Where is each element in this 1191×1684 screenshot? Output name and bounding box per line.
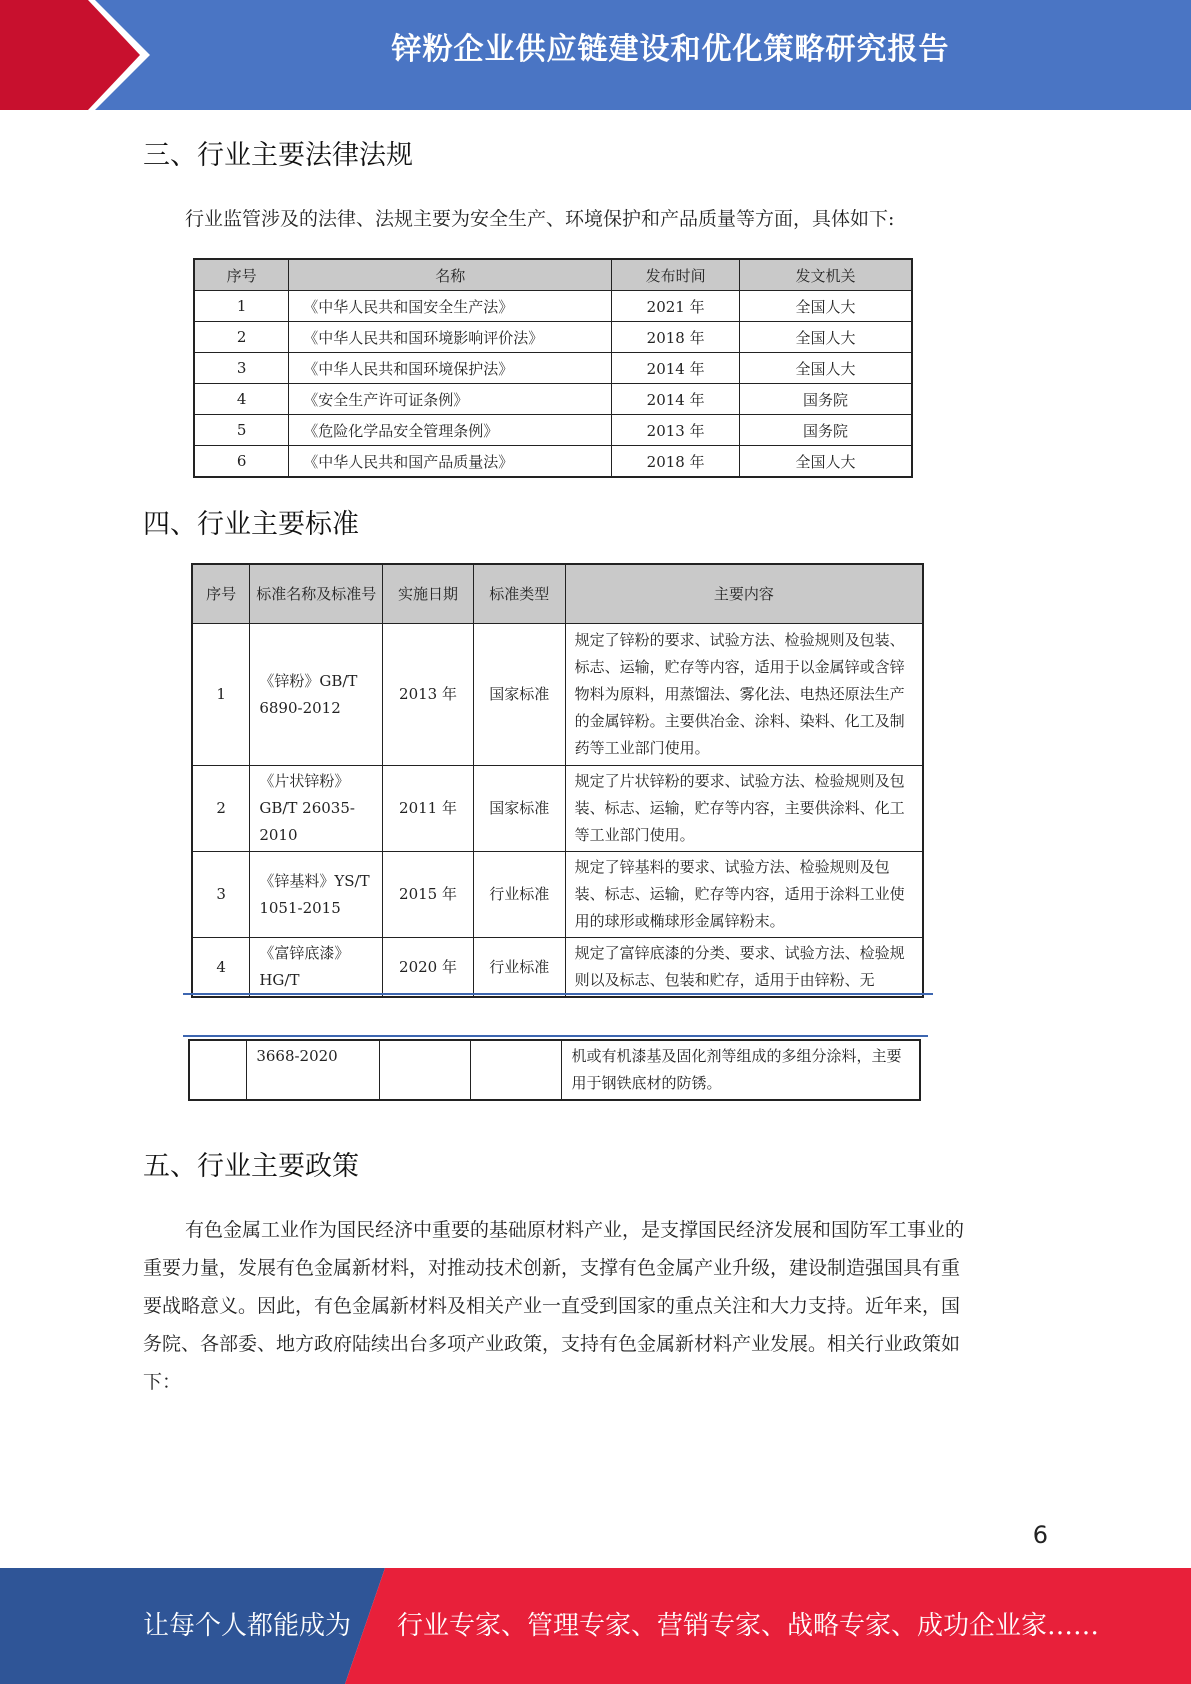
cell-name: 《危险化学品安全管理条例》 (289, 415, 612, 446)
header-cell: 标准类型 (473, 564, 565, 624)
cell-index: 2 (192, 766, 250, 852)
table-header-row (194, 259, 912, 291)
cell-index: 3 (192, 852, 250, 938)
cell-content: 规定了富锌底漆的分类、要求、试验方法、检验规则以及标志、包装和贮存，适用于由锌粉、无 (565, 938, 923, 998)
cell-standard: 3668-2020 (247, 1040, 380, 1100)
table-row (189, 1040, 920, 1100)
header-title: 锌粉企业供应链建设和优化策略研究报告 (391, 32, 950, 67)
cell-content: 规定了锌粉的要求、试验方法、检验规则及包装、标志、运输，贮存等内容，适用于以金属锌或含锌物料为原料，用蒸馏法、雾化法、电热还原法生产的金属锌粉。主要供冶金、涂料、染料、化工及制药等工业部门使用。 (565, 624, 923, 766)
cell-issuer: 全国人大 (740, 322, 913, 353)
cell-index: 2 (194, 322, 289, 353)
section-title-standards: 四、行业主要标准 (143, 509, 359, 540)
cell-issuer: 全国人大 (740, 353, 913, 384)
page-header (0, 0, 1191, 110)
cell-date: 2014 年 (612, 353, 740, 384)
cell-date: 2013 年 (383, 624, 474, 766)
table-row (194, 291, 912, 322)
cell-content: 规定了锌基料的要求、试验方法、检验规则及包装、标志、运输，贮存等内容，适用于涂料工业使用的球形或椭球形金属锌粉末。 (565, 852, 923, 938)
header-cell: 序号 (194, 259, 289, 291)
cell-standard: 《片状锌粉》GB/T 26035-2010 (250, 766, 383, 852)
laws-table (193, 258, 913, 478)
table-header-row (192, 564, 923, 624)
cell-issuer: 全国人大 (740, 291, 913, 322)
page-break-line (183, 1035, 928, 1037)
page-break-line (183, 993, 933, 995)
header-arrow-shape (0, 0, 160, 110)
cell-date: 2014 年 (612, 384, 740, 415)
cell-index: 4 (192, 938, 250, 998)
table-row (194, 384, 912, 415)
table-row (194, 353, 912, 384)
policy-line: 下： (143, 1371, 182, 1393)
cell-index: 4 (194, 384, 289, 415)
table-row (194, 322, 912, 353)
cell-type: 国家标准 (473, 766, 565, 852)
cell-index: 5 (194, 415, 289, 446)
table-row (192, 766, 923, 852)
cell-standard: 《富锌底漆》HG/T (250, 938, 383, 998)
cell-date: 2015 年 (383, 852, 474, 938)
header-cell: 标准名称及标准号 (250, 564, 383, 624)
table-row (192, 624, 923, 766)
cell-name: 《中华人民共和国安全生产法》 (289, 291, 612, 322)
cell-issuer: 全国人大 (740, 446, 913, 478)
cell-name: 《中华人民共和国环境保护法》 (289, 353, 612, 384)
section-title-laws: 三、行业主要法律法规 (143, 140, 413, 171)
page-number: 6 (1032, 1521, 1048, 1549)
standards-table (191, 563, 924, 998)
standards-table-continued (188, 1039, 921, 1101)
cell-issuer: 国务院 (740, 415, 913, 446)
cell-date: 2011 年 (383, 766, 474, 852)
policy-line: 有色金属工业作为国民经济中重要的基础原材料产业，是支撑国民经济发展和国防军工事业的 (185, 1219, 965, 1241)
table-row (194, 415, 912, 446)
cell-date (380, 1040, 471, 1100)
policy-line: 要战略意义。因此，有色金属新材料及相关产业一直受到国家的重点关注和大力支持。近年来，国 (143, 1295, 961, 1317)
cell-date: 2018 年 (612, 322, 740, 353)
laws-intro: 行业监管涉及的法律、法规主要为安全生产、环境保护和产品质量等方面，具体如下: (185, 208, 895, 230)
cell-index (189, 1040, 247, 1100)
cell-index: 3 (194, 353, 289, 384)
cell-content: 机或有机漆基及固化剂等组成的多组分涂料，主要用于钢铁底材的防锈。 (562, 1040, 920, 1100)
footer-slogan-left: 让每个人都能成为 (143, 1611, 352, 1641)
cell-type: 行业标准 (473, 852, 565, 938)
page-footer (0, 1568, 1191, 1684)
cell-type (470, 1040, 562, 1100)
table-row (194, 446, 912, 478)
cell-index: 1 (194, 291, 289, 322)
cell-index: 1 (192, 624, 250, 766)
cell-content: 规定了片状锌粉的要求、试验方法、检验规则及包装、标志、运输，贮存等内容，主要供涂料、化工等工业部门使用。 (565, 766, 923, 852)
cell-date: 2021 年 (612, 291, 740, 322)
cell-standard: 《锌基料》YS/T 1051-2015 (250, 852, 383, 938)
cell-name: 《安全生产许可证条例》 (289, 384, 612, 415)
table-row (192, 938, 923, 998)
header-cell: 名称 (289, 259, 612, 291)
policy-line: 重要力量，发展有色金属新材料，对推动技术创新，支撑有色金属产业升级，建设制造强国具有重 (143, 1257, 961, 1279)
cell-type: 国家标准 (473, 624, 565, 766)
header-cell: 序号 (192, 564, 250, 624)
header-cell: 发布时间 (612, 259, 740, 291)
table-row (192, 852, 923, 938)
cell-name: 《中华人民共和国产品质量法》 (289, 446, 612, 478)
cell-index: 6 (194, 446, 289, 478)
section-title-policies: 五、行业主要政策 (143, 1151, 359, 1182)
footer-slogan-right: 行业专家、管理专家、营销专家、战略专家、成功企业家…… (397, 1611, 1100, 1641)
policy-line: 务院、各部委、地方政府陆续出台多项产业政策，支持有色金属新材料产业发展。相关行业政策如 (143, 1333, 961, 1355)
cell-issuer: 国务院 (740, 384, 913, 415)
cell-type: 行业标准 (473, 938, 565, 998)
cell-name: 《中华人民共和国环境影响评价法》 (289, 322, 612, 353)
header-cell: 主要内容 (565, 564, 923, 624)
cell-date: 2018 年 (612, 446, 740, 478)
cell-date: 2013 年 (612, 415, 740, 446)
cell-date: 2020 年 (383, 938, 474, 998)
cell-standard: 《锌粉》GB/T 6890-2012 (250, 624, 383, 766)
header-cell: 实施日期 (383, 564, 474, 624)
header-cell: 发文机关 (740, 259, 913, 291)
